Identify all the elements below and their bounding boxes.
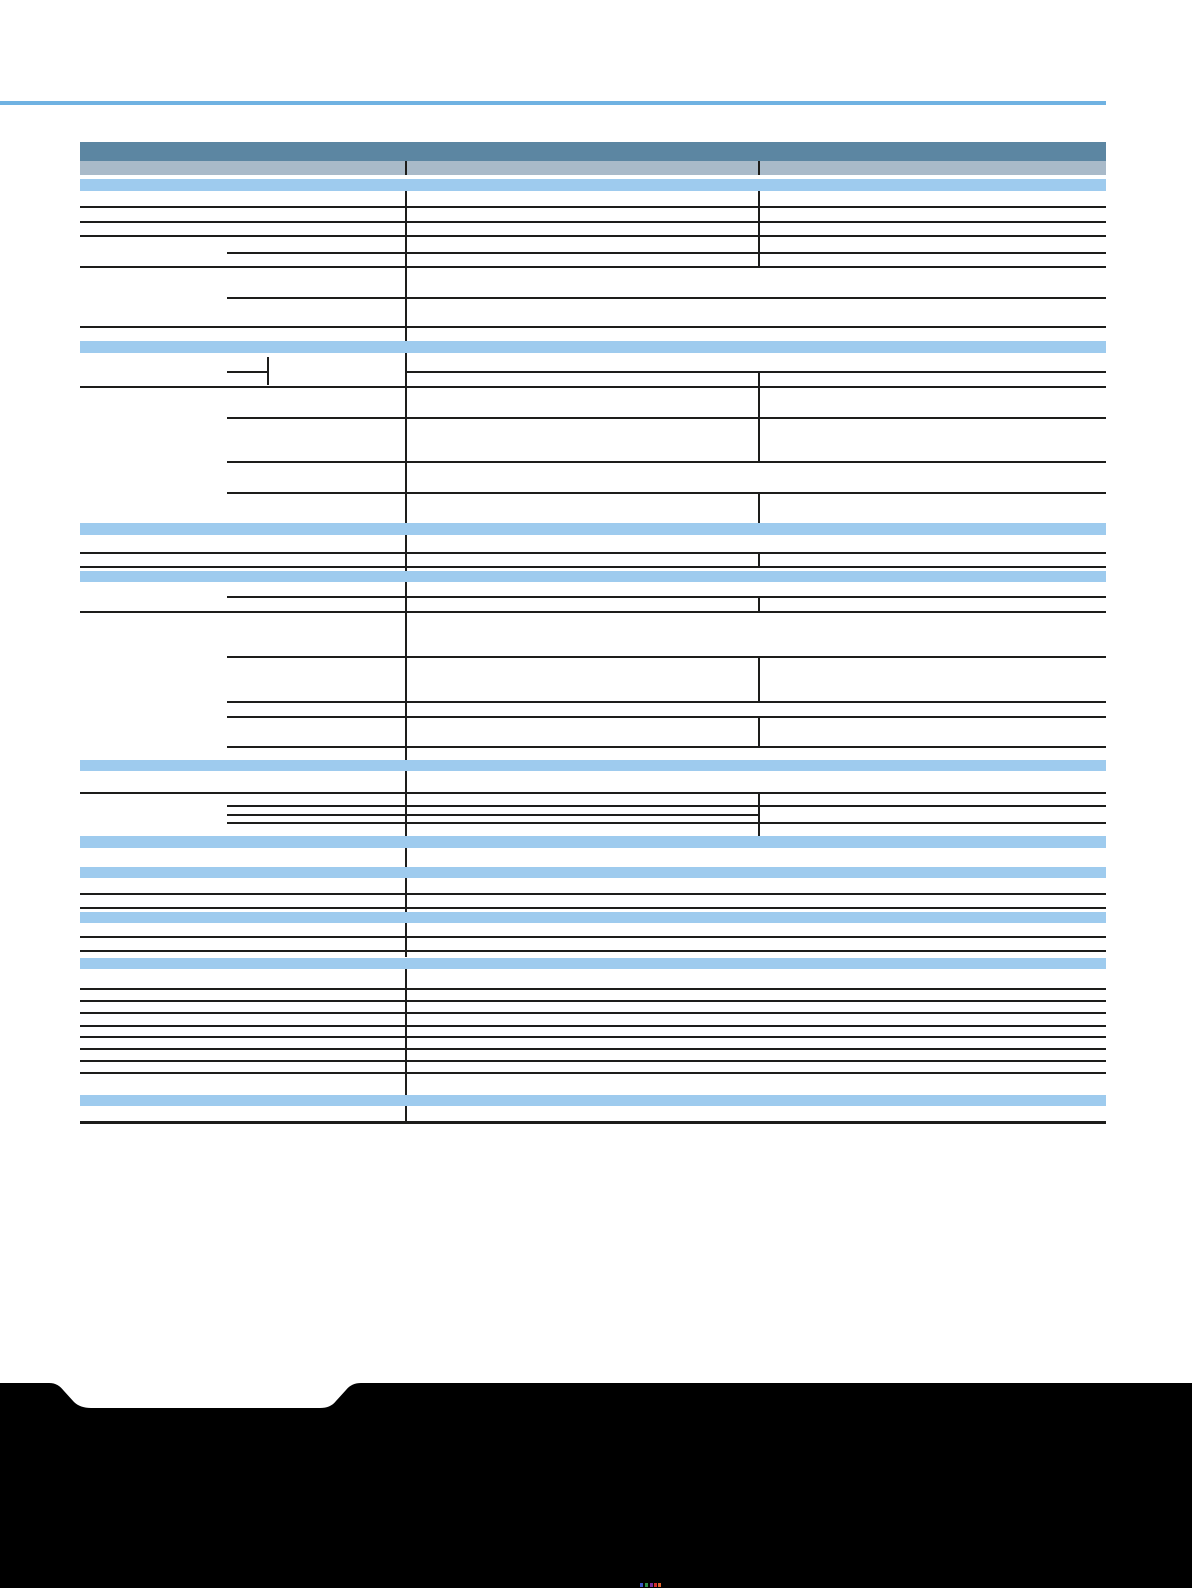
row-line — [80, 893, 1106, 895]
registration-dot-green — [645, 1583, 648, 1587]
section-band-2 — [80, 341, 1106, 353]
row-line — [80, 936, 1106, 938]
row-line — [80, 1025, 1106, 1027]
subheader-column-divider — [758, 161, 760, 175]
column-divider — [405, 923, 407, 957]
section-band-4 — [80, 571, 1106, 582]
column-divider — [405, 969, 407, 1095]
section-band-1 — [80, 179, 1106, 191]
section-band-5 — [80, 760, 1106, 771]
row-line-indented — [227, 297, 1106, 299]
row-line — [80, 1060, 1106, 1062]
column-divider — [758, 191, 760, 266]
row-line-indented — [227, 701, 1106, 703]
column-divider — [405, 535, 407, 571]
column-divider — [405, 848, 407, 867]
table-header-bar — [80, 142, 1106, 161]
footer-black-shape — [0, 1360, 1192, 1588]
row-line — [80, 266, 1106, 268]
row-line — [80, 907, 1106, 909]
column-divider — [758, 371, 760, 461]
row-line-indented — [227, 805, 1106, 807]
column-divider — [758, 552, 760, 566]
row-line — [80, 386, 1106, 388]
row-line — [80, 221, 1106, 223]
top-rule — [0, 101, 1106, 105]
registration-dot-blue — [640, 1583, 643, 1587]
section-band-10 — [80, 1095, 1106, 1106]
row-line-indented — [227, 716, 1106, 718]
registration-dot-red — [654, 1583, 657, 1587]
row-line-right — [405, 371, 1106, 373]
row-line — [80, 988, 1106, 990]
section-band-3 — [80, 523, 1106, 535]
column-divider — [758, 492, 760, 523]
row-line-indented — [227, 461, 1106, 463]
section-band-6 — [80, 836, 1106, 848]
table-bottom-border — [80, 1121, 1106, 1124]
row-line — [80, 950, 1106, 952]
column-divider — [758, 596, 760, 611]
row-line-indented — [227, 596, 1106, 598]
registration-dot-orange — [658, 1583, 661, 1587]
column-divider — [758, 716, 760, 746]
row-line-indented — [227, 746, 1106, 748]
row-line-indented — [227, 417, 1106, 419]
row-line — [80, 611, 1106, 613]
row-line — [80, 1000, 1106, 1002]
column-divider — [405, 191, 407, 341]
row-line-indented — [227, 822, 1106, 824]
column-divider — [758, 656, 760, 701]
row-line — [80, 1048, 1106, 1050]
row-line — [80, 792, 1106, 794]
t-connector-vertical — [267, 357, 269, 385]
row-line — [80, 1012, 1106, 1014]
column-divider — [405, 878, 407, 912]
column-divider — [758, 792, 760, 836]
section-band-7 — [80, 867, 1106, 878]
row-line-indented — [227, 492, 1106, 494]
subheader-column-divider — [405, 161, 407, 175]
row-line — [80, 1072, 1106, 1074]
row-line-indented — [227, 252, 1106, 254]
column-divider — [405, 353, 407, 523]
registration-dot-purple — [650, 1583, 653, 1587]
column-divider — [405, 1106, 407, 1121]
row-line — [80, 566, 1106, 568]
section-band-8 — [80, 912, 1106, 923]
footer-shape-path — [0, 1383, 1192, 1588]
section-band-9 — [80, 958, 1106, 969]
column-divider — [405, 771, 407, 836]
row-line-short — [227, 814, 758, 816]
table-subheader-row — [80, 161, 1106, 175]
row-line — [80, 235, 1106, 237]
row-line — [80, 326, 1106, 328]
column-divider — [405, 582, 407, 760]
row-line — [80, 552, 1106, 554]
t-connector-horizontal — [227, 371, 267, 373]
row-line — [80, 206, 1106, 208]
row-line — [80, 1036, 1106, 1038]
row-line-indented — [227, 656, 1106, 658]
